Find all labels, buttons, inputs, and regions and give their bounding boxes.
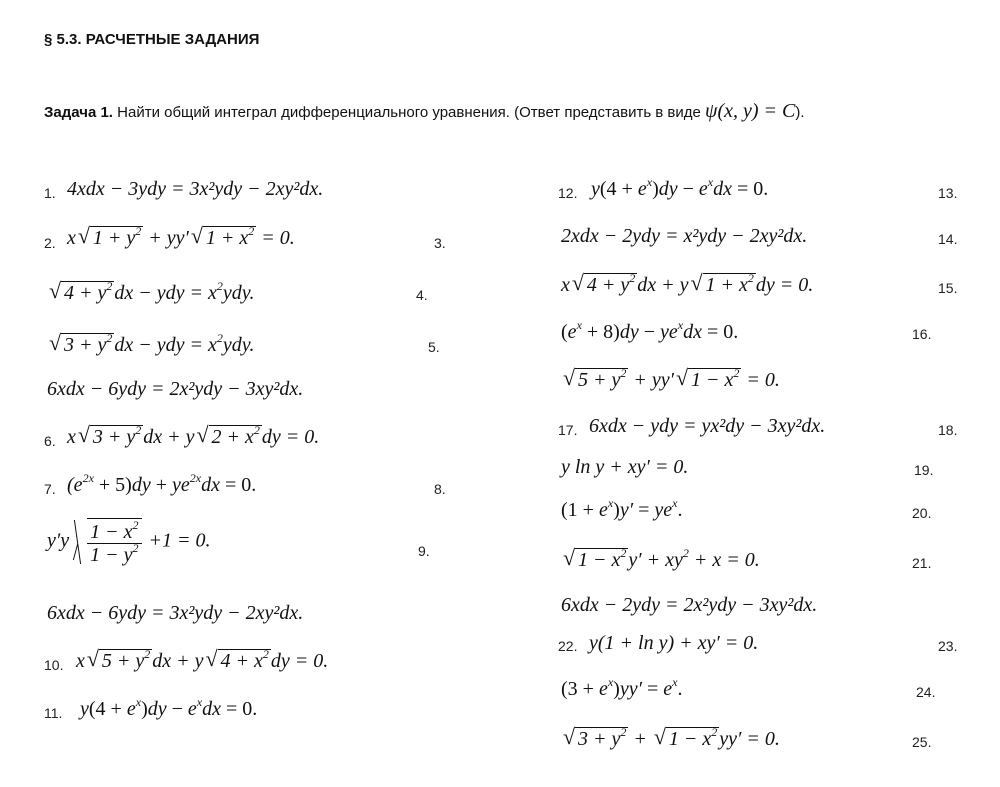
task-label: Задача 1. <box>44 104 113 121</box>
problem-number-12: 12. <box>558 185 578 201</box>
problem-number-16: 16. <box>912 326 932 342</box>
problem-number-17: 17. <box>558 422 578 438</box>
problem-number-3: 3. <box>434 235 446 251</box>
equation-24: √ $3 + y^2$ + √ $1 - x^2$ yy′ = 0. <box>561 727 780 751</box>
problem-number-5: 5. <box>428 339 440 355</box>
problem-number-20: 20. <box>912 505 932 521</box>
equation-18: y ln y + xy′ = 0. <box>561 456 689 478</box>
section-heading: § 5.3. РАСЧЕТНЫЕ ЗАДАНИЯ <box>44 31 260 48</box>
equation-15: $(e^x + 8)dy - ye^xdx = 0$. <box>561 317 739 343</box>
problem-number-24: 24. <box>916 684 936 700</box>
equation-6: x√ $3 + y^2$ dx + y√ $2 + x^2$ dy = 0. <box>67 425 319 449</box>
equation-3: √ $4 + y^2$ dx − ydy = $x^2ydy$. <box>47 281 255 305</box>
equation-11: $y(4 + e^x)dy - e^xdx = 0$. <box>80 694 258 720</box>
equation-17: 6xdx − ydy = yx²dy − 3xy²dx. <box>589 415 826 437</box>
problem-number-2: 2. <box>44 235 56 251</box>
equation-13: 2xdx − 2ydy = x²ydy − 2xy²dx. <box>561 225 808 247</box>
problem-number-15: 15. <box>938 280 958 296</box>
problem-number-18: 18. <box>938 422 958 438</box>
problem-number-10: 10. <box>44 657 64 673</box>
problem-number-21: 21. <box>912 555 932 571</box>
equation-4: √ $3 + y^2$ dx − ydy = $x^2ydy$. <box>47 333 255 357</box>
equation-7: $(e^{2x} + 5)dy + ye^{2x}dx = 0$. <box>67 470 257 496</box>
equation-10: x√ $5 + y^2$ dx + y√ $4 + x^2$ dy = 0. <box>76 649 328 673</box>
problem-number-8: 8. <box>434 481 446 497</box>
equation-14: x√ $4 + y^2$ dx + y√ $1 + x^2$ dy = 0. <box>561 273 813 297</box>
equation-9: 6xdx − 6ydy = 3x²ydy − 2xy²dx. <box>47 602 304 624</box>
equation-1: 4xdx − 3ydy = 3x²ydy − 2xy²dx. <box>67 178 324 200</box>
problem-number-22: 22. <box>558 638 578 654</box>
problem-number-6: 6. <box>44 433 56 449</box>
problem-number-1: 1. <box>44 185 56 201</box>
equation-5: 6xdx − 6ydy = 2x²ydy − 3xy²dx. <box>47 378 304 400</box>
problem-number-25: 25. <box>912 734 932 750</box>
problem-number-23: 23. <box>938 638 958 654</box>
equation-8: y′y $\frac{1 - x^2}{1 - y^2}$ +1 = 0. <box>47 517 211 566</box>
problem-number-9: 9. <box>418 543 430 559</box>
problem-number-19: 19. <box>914 462 934 478</box>
problem-number-11: 11. <box>44 705 63 721</box>
equation-20: √ $1 - x^2$ $y' + xy^2 + x = 0$. <box>561 548 760 572</box>
equation-16: √ $5 + y^2 + yy'√$ $1 - x^2 = 0$. <box>561 368 780 392</box>
equation-19: $(1 + e^x)y' = ye^x$. <box>561 495 683 521</box>
answer-form: ψ(x, y) = C <box>705 100 796 122</box>
equation-22: y(1 + ln y) + xy′ = 0. <box>589 632 759 654</box>
task-statement <box>44 100 805 123</box>
problem-number-13: 13. <box>938 185 958 201</box>
task-text: Найти общий интеграл дифференциального уравнения. (Ответ представить в виде <box>117 104 701 121</box>
equation-12: $y(4 + e^x)dy - e^xdx = 0$. <box>591 174 769 200</box>
equation-23: $(3 + e^x)yy' = e^x$. <box>561 674 683 700</box>
equation-21: 6xdx − 2ydy = 2x²ydy − 3xy²dx. <box>561 594 818 616</box>
task-tail: ). <box>795 104 805 121</box>
problem-number-7: 7. <box>44 481 56 497</box>
problem-number-4: 4. <box>416 287 428 303</box>
problem-number-14: 14. <box>938 231 958 247</box>
equation-2: x√ $1 + y^2 + yy'√$ $1 + x^2 = 0$. <box>67 226 295 250</box>
